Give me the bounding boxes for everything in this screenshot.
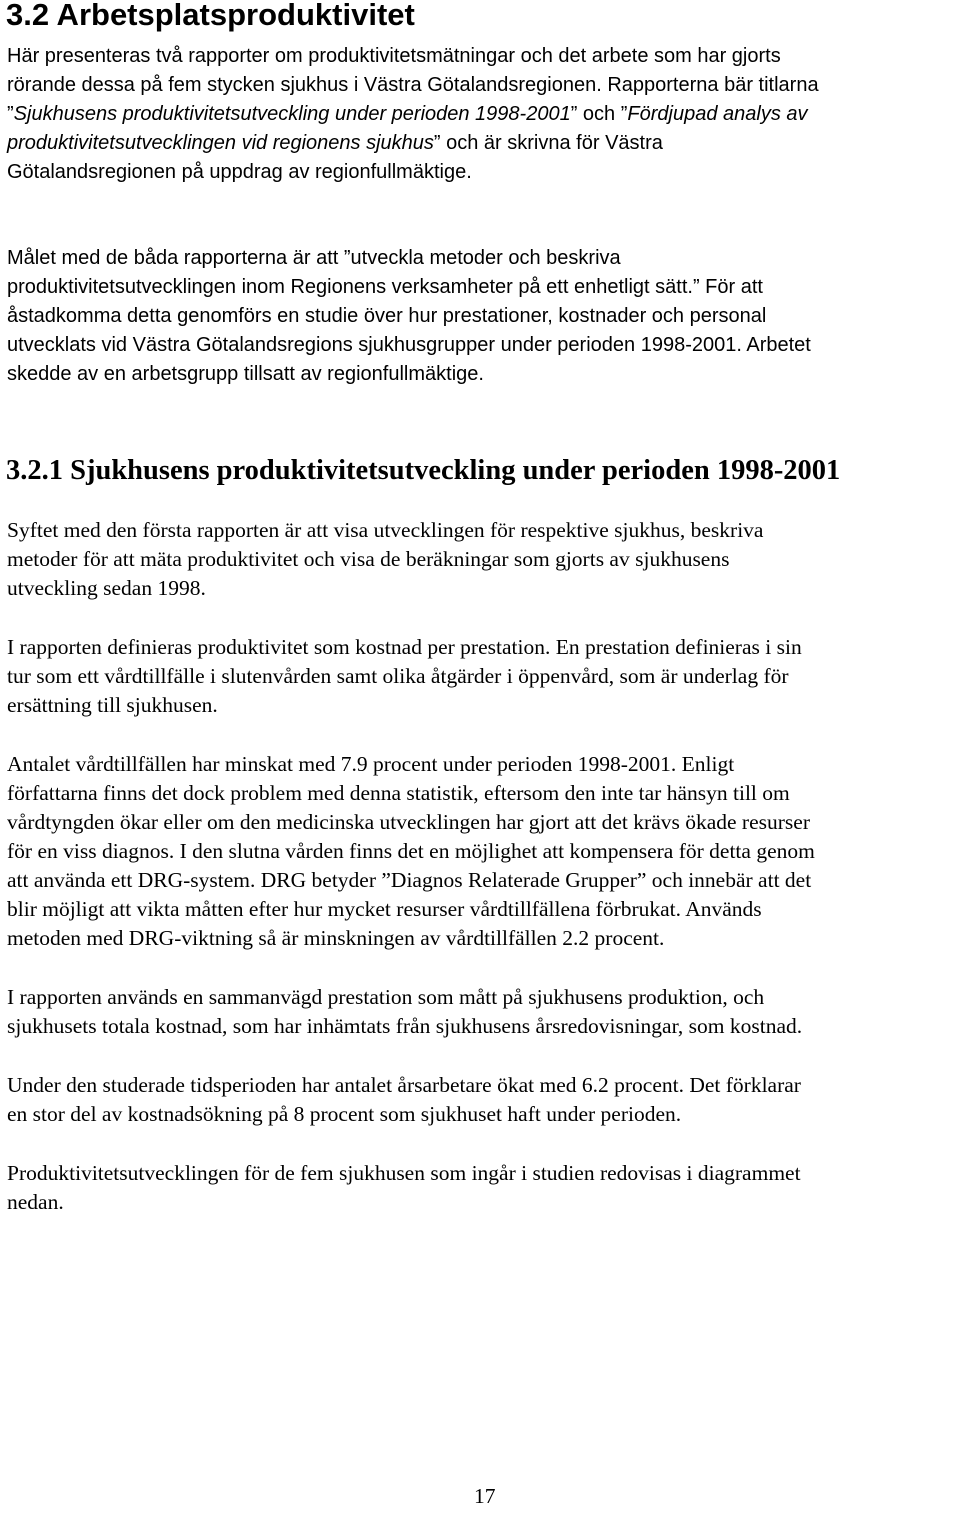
text-line: Syftet med den första rapporten är att visa utvecklingen för respektive sjukhus, beskriva: [7, 518, 764, 542]
text-line: [7, 100, 957, 129]
purpose-paragraph: [7, 516, 957, 603]
text-line: I rapporten används en sammanvägd prestation som mått på sjukhusens produktion, och: [7, 985, 765, 1009]
text-line: rörande dessa på fem stycken sjukhus i Västra Götalandsregionen. Rapporterna bär titlarna: [7, 74, 819, 96]
text-fragment: ” För att: [692, 276, 763, 298]
text-fragment: ” och ”: [570, 103, 628, 125]
text-line: utvecklats vid Västra Götalandsregions sjukhusgrupper under perioden 1998-2001. Arbetet: [7, 334, 811, 356]
text-line: Under den studerade tidsperioden har antalet årsarbetare ökat med 6.2 procent. Det förklarar: [7, 1073, 801, 1097]
text-line: vårdtyngden ökar eller om den medicinska utvecklingen har gjort att det krävs ökade resurser: [7, 810, 810, 834]
text-line: Götalandsregionen på uppdrag av regionfullmäktige.: [7, 161, 472, 183]
text-line: Här presenteras två rapporter om produktivitetsmätningar och det arbete som har gjorts: [7, 45, 781, 67]
section-heading: 3.2 Arbetsplatsproduktivitet: [6, 0, 415, 32]
text-line: författarna finns det dock problem med denna statistik, eftersom den inte tar hänsyn till om: [7, 781, 790, 805]
drg-paragraph: [7, 750, 957, 953]
weighted-production-paragraph: [7, 983, 957, 1041]
text-line: metoder för att mäta produktivitet och visa de beräkningar som gjorts av sjukhusens: [7, 547, 730, 571]
report-title-2-part-2: produktivitetsutvecklingen vid regionens sjukhus: [7, 132, 434, 154]
text-line: skedde av en arbetsgrupp tillsatt av regionfullmäktige.: [7, 363, 484, 385]
text-line: Antalet vårdtillfällen har minskat med 7.9 procent under perioden 1998-2001. Enligt: [7, 752, 735, 776]
text-line: åstadkomma detta genomförs en studie över hur prestationer, kostnader och personal: [7, 305, 767, 327]
intro-paragraph: [7, 42, 957, 187]
text-line: Produktivitetsutvecklingen för de fem sjukhusen som ingår i studien redovisas i diagrammet: [7, 1161, 801, 1185]
text-line: ersättning till sjukhusen.: [7, 693, 218, 717]
text-line: [7, 273, 957, 302]
text-line: tur som ett vårdtillfälle i slutenvården samt olika åtgärder i öppenvård, som är underlag för: [7, 664, 789, 688]
text-fragment: produktivitetsutvecklingen inom Regionens verksamheter på ett enhetligt sätt.: [7, 276, 693, 298]
text-line: nedan.: [7, 1190, 64, 1214]
text-fragment: ” och är skrivna för Västra: [433, 132, 663, 154]
text-line: utveckling sedan 1998.: [7, 576, 206, 600]
definition-paragraph: [7, 633, 957, 720]
text-line: sjukhusets totala kostnad, som har inhämtats från sjukhusens årsredovisningar, som kostnad.: [7, 1014, 803, 1038]
goal-paragraph: [7, 244, 957, 389]
text-line: en stor del av kostnadsökning på 8 procent som sjukhuset haft under perioden.: [7, 1102, 682, 1126]
staff-paragraph: [7, 1071, 957, 1129]
text-line: blir möjligt att vikta måtten efter hur mycket resurser vårdtillfällena förbrukat. Används: [7, 897, 762, 921]
text-line: Målet med de båda rapporterna är att ”utveckla metoder och beskriva: [7, 247, 621, 269]
opening-quote: ”: [7, 103, 14, 125]
subsection-heading: 3.2.1 Sjukhusens produktivitetsutveckling under perioden 1998-2001: [6, 455, 841, 486]
report-title-1: Sjukhusens produktivitetsutveckling under perioden 1998-2001: [13, 103, 571, 125]
chart-intro-paragraph: [7, 1159, 957, 1217]
text-line: metoden med DRG-viktning så är minskningen av vårdtillfällen 2.2 procent.: [7, 926, 665, 950]
text-line: I rapporten definieras produktivitet som kostnad per prestation. En prestation definieras i sin: [7, 635, 802, 659]
text-line: att använda ett DRG-system. DRG betyder ”Diagnos Relaterade Grupper” och innebär att det: [7, 868, 812, 892]
page-number: 17: [474, 1484, 496, 1508]
text-line: [7, 129, 957, 158]
text-line: för en viss diagnos. I den slutna vården finns det en möjlighet att kompensera för detta genom: [7, 839, 815, 863]
report-title-2-part-1: Fördjupad analys av: [627, 103, 808, 125]
